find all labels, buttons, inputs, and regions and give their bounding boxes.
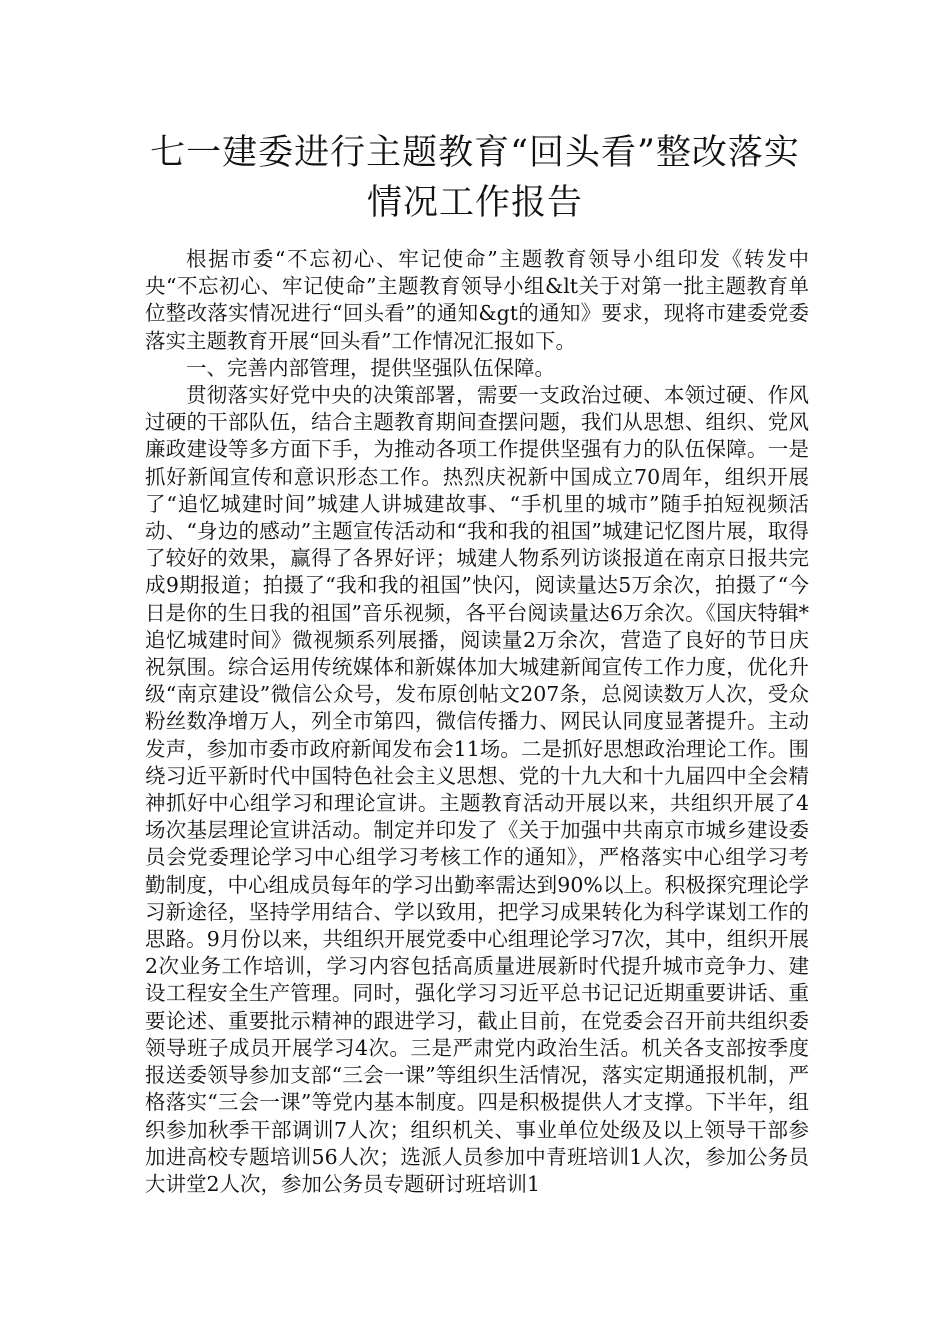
body-paragraph: 贯彻落实好党中央的决策部署，需要一支政治过硬、本领过硬、作风过硬的干部队伍，结合主题教育期间查摆问题，我们从思想、组织、党风廉政建设等多方面下手，为推动各项工作提供坚强有力的队伍保障。一是抓好新闻宣传和意识形态工作。热烈庆祝新中国成立70周年，组织开展了“追忆城建时间”城建人讲城建故事、“手机里的城市”随手拍短视频活动、“身边的感动”主题宣传活动和“我和我的祖国”城建记忆图片展，取得了较好的效果，赢得了各界好评；城建人物系列访谈报道在南京日报共完成9期报道；拍摄了“我和我的祖国”快闪，阅读量达5万余次，拍摄了“今日是你的生日我的祖国”音乐视频，各平台阅读量达6万余次。《国庆特辑*追忆城建时间》微视频系列展播，阅读量2万余次，营造了良好的节日庆祝氛围。综合运用传统媒体和新媒体加大城建新闻宣传工作力度，优化升级“南京建设”微信公众号，发布原创帖文207条，总阅读数万人次，受众粉丝数净增万人，列全市第四，微信传播力、网民认同度显著提升。主动发声，参加市委市政府新闻发布会11场。二是抓好思想政治理论工作。围绕习近平新时代中国特色社会主义思想、党的十九大和十九届四中全会精神抓好中心组学习和理论宣讲。主题教育活动开展以来，共组织开展了4场次基层理论宣讲活动。制定并印发了《关于加强中共南京市城乡建设委员会党委理论学习中心组学习考核工作的通知》，严格落实中心组学习考勤制度，中心组成员每年的学习出勤率需达到90%以上。积极探究理论学习新途径，坚持学用结合、学以致用，把学习成果转化为科学谋划工作的思路。9月份以来，共组织开展党委中心组理论学习7次，其中，组织开展2次业务工作培训，学习内容包括高质量进展新时代提升城市竞争力、建设工程安全生产管理。同时，强化学习习近平总书记记近期重要讲话、重要论述、重要批示精神的跟进学习，截止目前，在党委会召开前共组织委领导班子成员开展学习4次。三是严肃党内政治生活。机关各支部按季度报送委领导参加支部“三会一课”等组织生活情况，落实定期通报机制，严格落实“三会一课”等党内基本制度。四是积极提供人才支撑。下半年，组织参加秋季干部调训7人次；组织机关、事业单位处级及以上领导干部参加进高校专题培训56人次；选派人员参加中青班培训1人次，参加公务员大讲堂2人次，参加公务员专题研讨班培训1 — [145, 383, 809, 1196]
document-body — [145, 246, 809, 1198]
section-heading-1: 一、完善内部管理，提供坚强队伍保障。 — [186, 355, 555, 380]
document-title: 七一建委进行主题教育“回头看”整改落实情况工作报告 — [150, 133, 800, 223]
intro-paragraph: 根据市委“不忘初心、牢记使命”主题教育领导小组印发《转发中央“不忘初心、牢记使命”主题教育领导小组&lt关于对第一批主题教育单位整改落实情况进行“回头看”的通知&gt的通知》要求，现将市建委党委落实主题教育开展“回头看”工作情况汇报如下。 — [145, 247, 809, 353]
